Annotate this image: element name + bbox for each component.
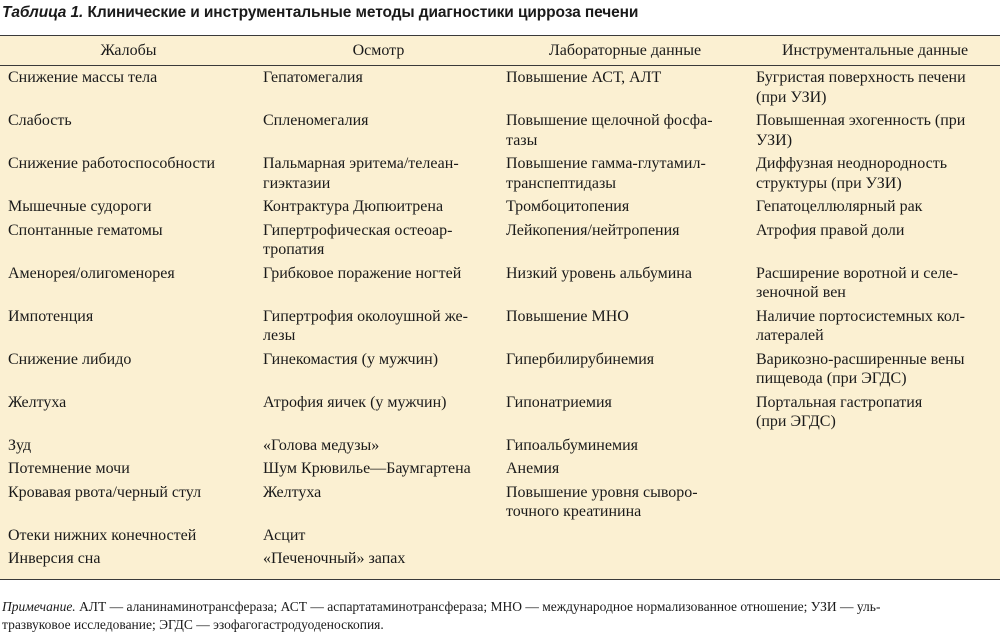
cell-lab: Тромбоцитопения: [506, 198, 630, 215]
cell-lab: Гипоальбуминемия: [506, 436, 639, 454]
cell-complaint: Инверсия сна: [8, 550, 101, 567]
cell-instrumental: Атрофия правой доли: [756, 221, 905, 239]
cell-instrumental: Варикозно-расширенные вены пищевода (при ЭГДС): [756, 350, 965, 387]
cell-lab: Повышение уровня сыворо- точного креатинина: [506, 483, 698, 520]
footnote-label: Примечание.: [2, 599, 76, 614]
cell-complaint: Спонтанные гематомы: [8, 221, 163, 239]
cell-complaint: Снижение массы тела: [8, 69, 158, 86]
table-row: [0, 152, 1000, 195]
cell-examination: Гепатомегалия: [263, 69, 363, 86]
footnote-text: АЛТ — аланинаминотрансфераза; АСТ — аспартатаминотрансфераза; МНО — международное нормализованное отношение; УЗИ — уль- тразвуковое исследование; ЭГДС — эзофагогастродуоденоскопия.: [2, 599, 881, 632]
header-instrumental-data: Инструментальные данные: [750, 36, 1000, 66]
cell-instrumental: Диффузная неоднородность структуры (при УЗИ): [756, 155, 947, 192]
cell-lab: Повышение МНО: [506, 307, 629, 325]
table-row: [0, 262, 1000, 305]
cell-examination: Пальмарная эритема/телеан- гиэктазии: [263, 155, 459, 192]
header-complaints: Жалобы: [0, 36, 257, 66]
table-body: [0, 66, 1000, 571]
cell-complaint: Кровавая рвота/черный стул: [8, 483, 202, 501]
caption-label: Таблица 1.: [2, 4, 84, 21]
cell-lab: Повышение гамма-глутамил- транспептидазы: [506, 155, 706, 192]
cell-complaint: Зуд: [8, 436, 32, 454]
header-lab-data: Лабораторные данные: [500, 36, 750, 66]
cell-examination: «Печеночный» запах: [263, 550, 406, 567]
cell-instrumental: Расширение воротной и селе- зеночной вен: [756, 264, 959, 301]
cell-complaint: Импотенция: [8, 307, 94, 325]
diagnostics-table-container: [0, 35, 1000, 580]
cell-lab: Лейкопения/нейтропения: [506, 221, 680, 239]
cell-instrumental: Повышенная эхогенность (при УЗИ): [756, 112, 966, 149]
cell-lab: [500, 524, 750, 548]
cell-lab: Низкий уровень альбумина: [506, 264, 692, 282]
table-footnote: [2, 598, 998, 634]
cell-examination: Желтуха: [263, 483, 322, 501]
cell-complaint: Аменорея/олигоменорея: [8, 264, 175, 282]
cell-lab: Повышение щелочной фосфа- тазы: [506, 112, 713, 149]
cell-examination: Спленомегалия: [263, 112, 369, 129]
cell-instrumental: [750, 524, 1000, 548]
cell-instrumental: Наличие портосистемных кол- латералей: [756, 307, 965, 344]
cell-examination: Грибковое поражение ногтей: [263, 264, 462, 282]
cell-lab: [500, 547, 750, 571]
cell-lab: Гипербилирубинемия: [506, 350, 655, 368]
table-row: [0, 348, 1000, 391]
table-row: [0, 195, 1000, 219]
table-row: [0, 481, 1000, 524]
cell-examination: Шум Крювилье—Баумгартена: [263, 460, 471, 477]
cell-instrumental: Портальная гастропатия (при ЭГДС): [756, 393, 923, 430]
cell-instrumental: Гепатоцеллюлярный рак: [756, 198, 923, 215]
cell-instrumental: [750, 547, 1000, 571]
cell-examination: Асцит: [263, 526, 306, 544]
cell-examination: Гипертрофическая остеоар- тропатия: [263, 221, 453, 258]
cell-complaint: Снижение работоспособности: [8, 155, 216, 172]
caption-text: Клинические и инструментальные методы диагностики цирроза печени: [83, 4, 639, 21]
table-row: [0, 66, 1000, 110]
cell-lab: Повышение АСТ, АЛТ: [506, 69, 662, 86]
cell-examination: Гипертрофия околоушной же- лезы: [263, 307, 468, 344]
header-examination: Осмотр: [257, 36, 500, 66]
table-row: [0, 434, 1000, 458]
table-row: [0, 547, 1000, 571]
cell-examination: Атрофия яичек (у мужчин): [263, 393, 447, 411]
table-row: [0, 109, 1000, 152]
cell-instrumental: [750, 434, 1000, 458]
cell-examination: «Голова медузы»: [263, 436, 380, 454]
cell-lab: Анемия: [506, 460, 560, 477]
cell-instrumental: [750, 457, 1000, 481]
table-row: [0, 219, 1000, 262]
cell-complaint: Отеки нижних конечностей: [8, 526, 197, 544]
diagnostics-table: [0, 36, 1000, 571]
table-caption: [2, 4, 638, 22]
cell-complaint: Слабость: [8, 112, 72, 129]
cell-complaint: Желтуха: [8, 393, 67, 411]
table-row: [0, 457, 1000, 481]
table-row: [0, 524, 1000, 548]
cell-examination: Контрактура Дюпюитрена: [263, 198, 444, 215]
cell-instrumental: Бугристая поверхность печени (при УЗИ): [756, 69, 966, 106]
cell-complaint: Снижение либидо: [8, 350, 132, 368]
cell-examination: Гинекомастия (у мужчин): [263, 350, 439, 368]
cell-complaint: Мышечные судороги: [8, 198, 152, 215]
table-row: [0, 391, 1000, 434]
cell-instrumental: [750, 481, 1000, 524]
cell-lab: Гипонатриемия: [506, 393, 612, 411]
table-header-row: [0, 36, 1000, 66]
cell-complaint: Потемнение мочи: [8, 460, 130, 477]
table-row: [0, 305, 1000, 348]
